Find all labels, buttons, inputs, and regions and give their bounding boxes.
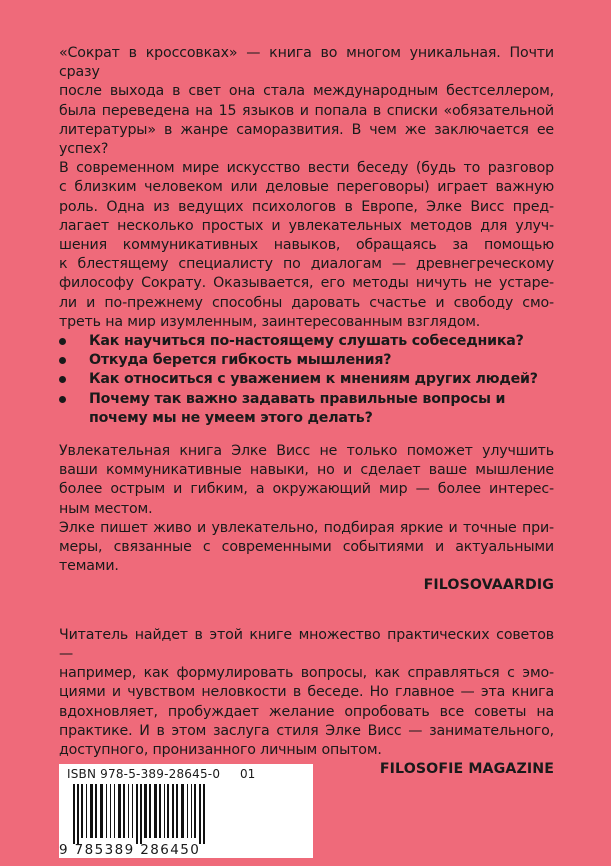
review-source-2: FILOSOFIE MAGAZINE [379,761,554,778]
bullet-icon [59,396,66,403]
barcode-bar [140,784,142,844]
text-line: В современном мире искусство вести беседу (будь то разговор [59,160,554,177]
barcode-bar [203,784,205,844]
text-line: меры, связанные с современными событиями и актуальными [59,539,554,556]
text-line: шения коммуникативных навыков, обращаясь за помощью [59,237,554,254]
bullet-icon [59,376,66,383]
barcode-bar [114,784,115,838]
text-line: треть на мир изумленным, заинтересованным взглядом. [59,313,481,330]
text-line: доступного, пронизанного личным опытом. [59,741,382,758]
text-line: роль. Одна из ведущих психологов в Европе, Элке Висс пред- [59,198,554,215]
barcode-bar [159,784,161,838]
question-text: Почему так важно задавать правильные вопросы и почему мы не умеем этого делать? [89,390,506,426]
barcode-bar [164,784,165,838]
barcode-bar [128,784,129,838]
text-line: Элке пишет живо и увлекательно, подбирая яркие и точные при- [59,519,554,536]
barcode-panel [59,764,313,858]
review-quote-1 [59,519,554,577]
text-line: Увлекательная книга Элке Висс не только поможет улучшить [59,443,554,460]
ean-digits: 9 785389 286450 [59,842,201,858]
barcode-bar [181,784,184,838]
question-item [59,351,554,370]
review-quote-2 [59,626,554,760]
isbn-suffix: 01 [240,767,256,781]
text-line: литературы» в жанре саморазвития. В чем же заключается ее [59,121,554,138]
question-text: Как научиться по-настоящему слушать собеседника? [89,333,524,350]
barcode-bar [90,784,93,838]
barcode-bar [187,784,188,838]
text-line: философу Сократу. Оказывается, его методы ничуть не устаре- [59,275,554,292]
text-line: «Сократ в кроссовках» — книга во многом уникальная. Почти сразу [59,45,554,81]
barcode-bar [81,784,83,838]
barcode-bar [118,784,121,838]
text-line: Читатель найдет в этой книге множество практических советов — [59,626,554,662]
question-item [59,332,554,351]
bullet-icon [59,338,66,345]
barcode-bar [132,784,133,838]
barcode-bar [86,784,87,838]
question-list [59,332,554,428]
barcode-bar [77,784,79,844]
summary-paragraph [59,442,554,519]
barcode-bar [167,784,169,838]
barcode-bar [194,784,196,838]
bullet-icon [59,357,66,364]
barcode-bar [172,784,174,838]
barcode-bars [63,784,309,844]
question-item [59,370,554,389]
text-line: с близким человеком или деловые переговоры) играет важную [59,179,554,196]
question-item [59,390,554,428]
text-line: ли и по-прежнему способны даровать счастье и свободу смо- [59,294,554,311]
review-source-1: FILOSOVAARDIG [423,577,554,594]
text-line: после выхода в свет она стала международным бестселлером, [59,83,554,100]
text-line: практике. И в этом заслуга стиля Элке Висс — занимательного, [59,722,554,739]
description-paragraph [59,159,554,332]
barcode-bar [100,784,103,838]
barcode-bar [73,784,75,844]
text-line: вдохновляет, пробуждает желание опробовать все советы на [59,703,554,720]
barcode-bar [136,784,138,844]
barcode-bar [176,784,178,838]
intro-paragraph [59,44,554,159]
question-text: Откуда берется гибкость мышления? [89,352,392,369]
text-line: например, как формулировать вопросы, как справляться с эмо- [59,665,554,682]
text-line: циями и чувством неловкости в беседе. Но главное — эта книга [59,684,554,701]
barcode-bar [110,784,111,838]
barcode-bar [154,784,157,838]
text-line: темами. [59,558,119,575]
barcode-bar [95,784,97,838]
barcode-bar [123,784,125,838]
back-cover-text [59,44,554,779]
text-line: лагает несколько простых и увлекательных методов для улуч- [59,217,554,234]
text-line: ваши коммуникативные навыки, но и сделает ваше мышление [59,462,554,479]
text-line: ным местом. [59,500,153,517]
text-line: была переведена на 15 языков и попала в списки «обязательной [59,102,554,119]
barcode-bar [191,784,192,838]
question-text: Как относиться с уважением к мнениям других людей? [89,371,538,388]
isbn-label: ISBN 978-5-389-28645-0 [67,767,221,781]
barcode-bar [106,784,107,838]
text-line: к блестящему специалисту по диалогам — древнегреческому [59,256,554,273]
text-line: успех? [59,141,109,158]
text-line: более острым и гибким, а окружающий мир — более интерес- [59,481,554,498]
barcode-bar [144,784,147,838]
barcode-bar [149,784,151,838]
barcode-bar [199,784,201,844]
